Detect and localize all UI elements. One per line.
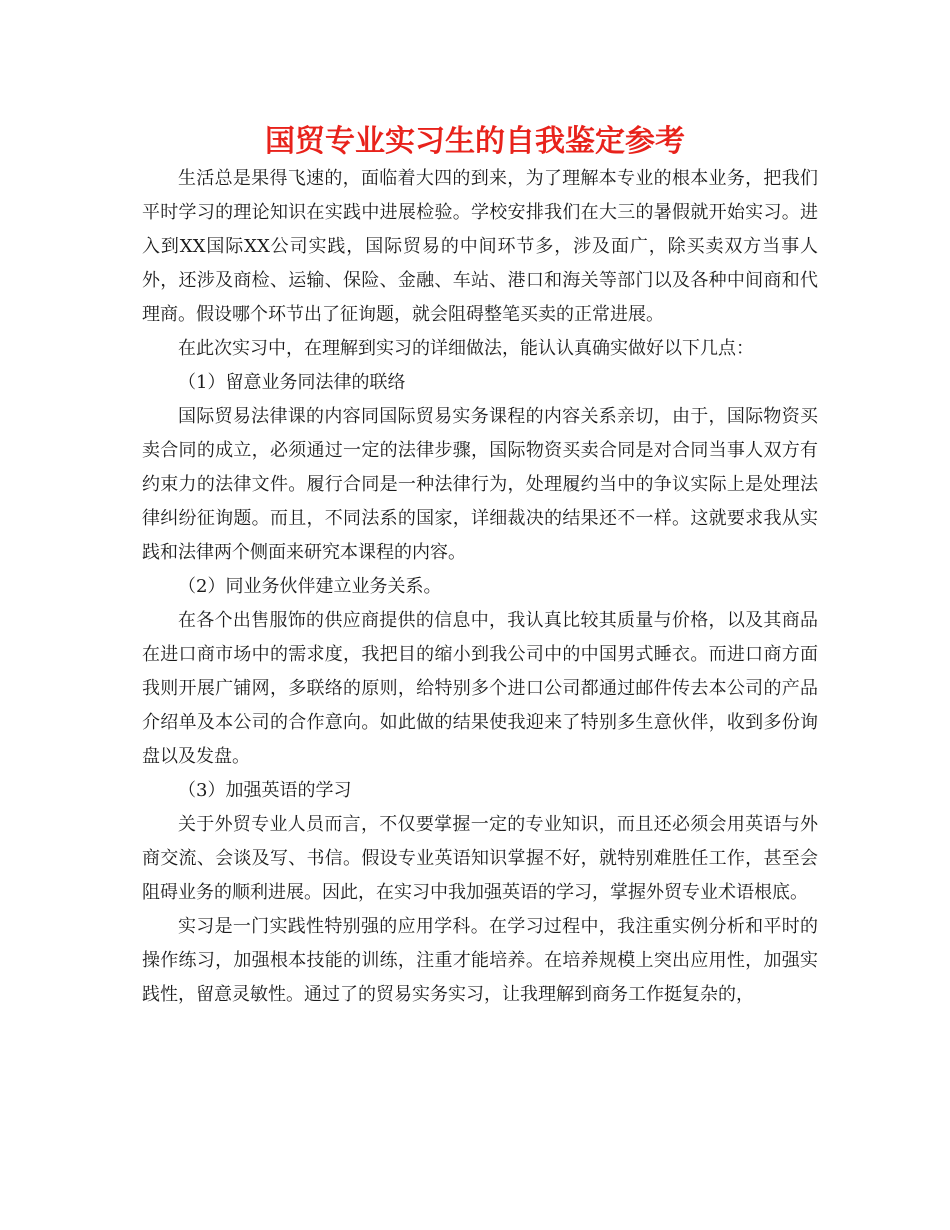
paragraph-intro: 生活总是果得飞速的，面临着大四的到来，为了理解本专业的根本业务，把我们平时学习的理论知识在实践中进展检验。学校安排我们在大三的暑假就开始实习。进入到XX国际XX公司实践，国际贸易的中间环节多，涉及面广，除买卖双方当事人外，还涉及商检、运输、保险、金融、车站、港口和海关等部门以及各种中间商和代理商。假设哪个环节出了征询题，就会阻碍整笔买卖的正常进展。: [142, 168, 818, 325]
paragraph-english: 关于外贸专业人员而言，不仅要掌握一定的专业知识，而且还必须会用英语与外商交流、会谈及写、书信。假设专业英语知识掌握不好，就特别难胜任工作，甚至会阻碍业务的顺利进展。因此，在实习中我加强英语的学习，掌握外贸专业术语根底。: [142, 814, 818, 903]
paragraph-law: 国际贸易法律课的内容同国际贸易实务课程的内容关系亲切，由于，国际物资买卖合同的成立，必须通过一定的法律步骤，国际物资买卖合同是对合同当事人双方有约束力的法律文件。履行合同是一种法律行为，处理履约当中的争议实际上是处理法律纠纷征询题。而且，不同法系的国家，详细裁决的结果还不一样。这就要求我从实践和法律两个侧面来研究本课程的内容。: [142, 406, 818, 563]
document-body: [142, 162, 818, 1012]
section-heading-1: （1）留意业务同法律的联络: [178, 372, 406, 393]
document-title: 国贸专业实习生的自我鉴定参考: [265, 124, 685, 159]
section-heading-2: （2）同业务伙伴建立业务关系。: [178, 576, 442, 597]
section-heading-3: （3）加强英语的学习: [178, 780, 352, 801]
paragraph-summary: 在此次实习中，在理解到实习的详细做法，能认认真确实做好以下几点：: [178, 338, 754, 359]
paragraph-practice: 实习是一门实践性特别强的应用学科。在学习过程中，我注重实例分析和平时的操作练习，加强根本技能的训练，注重才能培养。在培养规模上突出应用性，加强实践性，留意灵敏性。通过了的贸易实务实习，让我理解到商务工作挺复杂的，: [142, 916, 818, 1005]
paragraph-partners: 在各个出售服饰的供应商提供的信息中，我认真比较其质量与价格，以及其商品在进口商市场中的需求度，我把目的缩小到我公司中的中国男式睡衣。而进口商方面我则开展广铺网，多联络的原则，给特别多个进口公司都通过邮件传去本公司的产品介绍单及本公司的合作意向。如此做的结果使我迎来了特别多生意伙伴，收到多份询盘以及发盘。: [142, 610, 818, 767]
